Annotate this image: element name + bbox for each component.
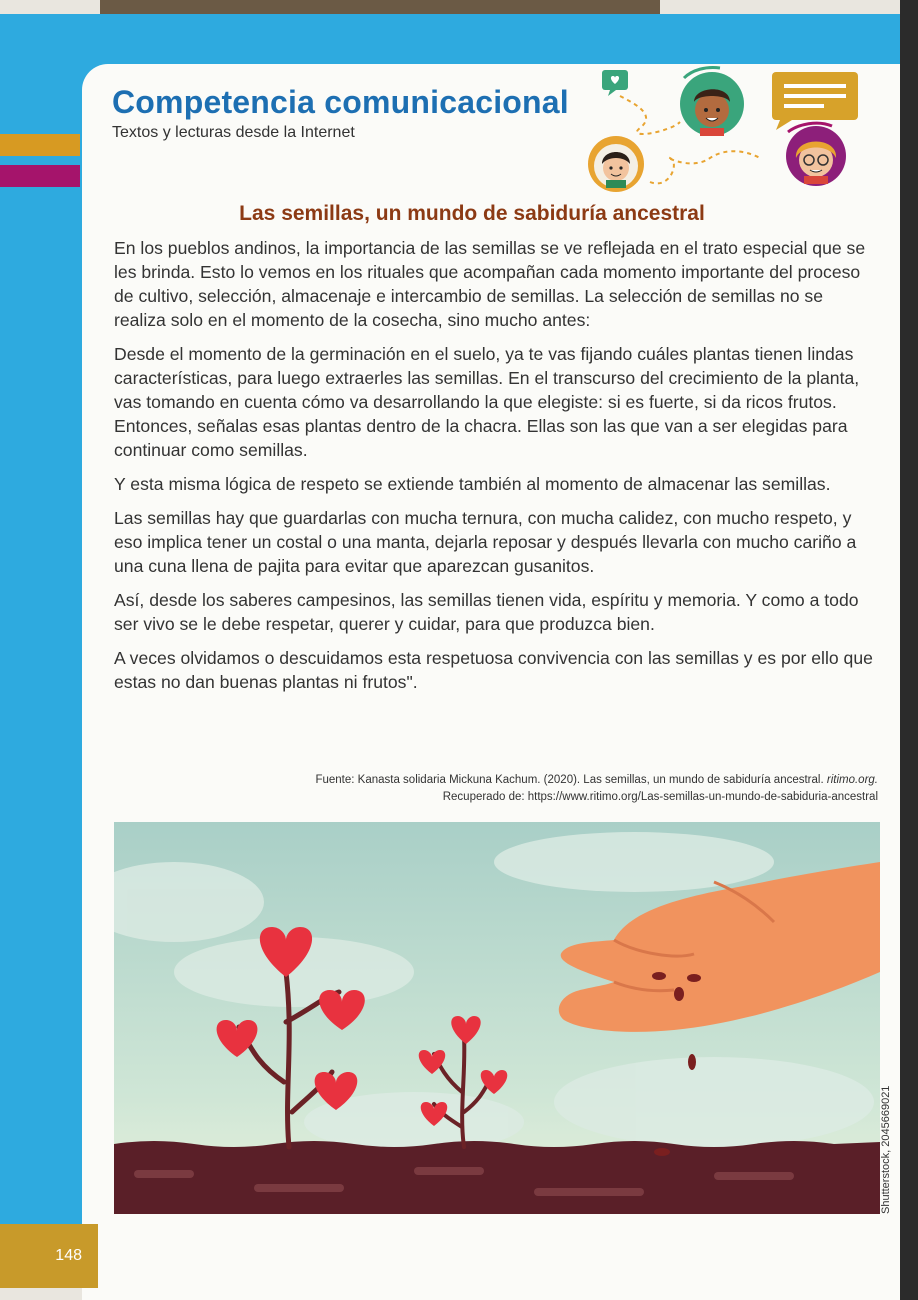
gold-tab bbox=[0, 134, 80, 156]
source-citation bbox=[178, 772, 878, 806]
citation-site: ritimo.org. bbox=[826, 774, 878, 786]
paragraph: En los pueblos andinos, la importancia de las semillas se ve reflejada en el trato especial que se les brinda. Esto lo vemos en los rituales que acompañan cada momento importante del proceso de cultivo, selección, almacenaje e intercambio de semillas. La selección de semillas no se realiza solo en el momento de la cosecha, sino mucho antes: bbox=[114, 238, 866, 330]
boy-avatar-icon bbox=[680, 67, 744, 136]
article-body bbox=[114, 236, 874, 704]
page-number: 148 bbox=[0, 1224, 98, 1288]
girl-avatar-icon bbox=[786, 123, 846, 186]
purple-tab bbox=[0, 165, 80, 187]
article-title: Las semillas, un mundo de sabiduría ancestral bbox=[239, 202, 705, 225]
image-credit: Shutterstock, 2045669021 bbox=[880, 1085, 892, 1214]
heart-bubble-icon bbox=[602, 70, 628, 96]
small-boy-avatar-icon bbox=[588, 136, 644, 192]
page-edge-shadow bbox=[900, 0, 918, 1300]
kids-chat-illustration bbox=[580, 62, 880, 202]
paragraph: Y esta misma lógica de respeto se extiende también al momento de almacenar las semillas. bbox=[114, 474, 831, 494]
paragraph: A veces olvidamos o descuidamos esta respetuosa convivencia con las semillas y es por ello que estas no dan buenas plantas ni frutos". bbox=[114, 648, 873, 692]
citation-text: Fuente: Kanasta solidaria Mickuna Kachum. (2020). Las semillas, un mundo de sabiduría ancestral. bbox=[315, 774, 824, 786]
paragraph: Así, desde los saberes campesinos, las semillas tienen vida, espíritu y memoria. Y como a todo ser vivo se le debe respetar, querer y cuidar, para que produzca bien. bbox=[114, 590, 859, 634]
speech-bubble-icon bbox=[772, 72, 858, 130]
section-title: Competencia comunicacional bbox=[112, 84, 569, 120]
side-band bbox=[0, 14, 82, 1224]
citation-url: Recuperado de: https://www.ritimo.org/Las-semillas-un-mundo-de-sabiduria-ancestral bbox=[442, 791, 878, 803]
top-strip bbox=[100, 0, 660, 14]
paragraph: Las semillas hay que guardarlas con mucha ternura, con mucha calidez, con mucho respeto, y eso implica tener un costal o una manta, dejarla reposar y después llevarla con mucho cariño a una cuna llena de pajita para evitar que aparezcan gusanitos. bbox=[114, 508, 857, 576]
seeds-illustration bbox=[114, 822, 880, 1214]
paragraph: Desde el momento de la germinación en el suelo, ya te vas fijando cuáles plantas tienen lindas características, para luego extraerles las semillas. En el transcurso del crecimiento de la planta, vas tomando en cuenta cómo va desarrollando la que elegiste: si es fuerte, si da ricos frutos. Entonces, señalas esas plantas dentro de la chacra. Ellas son las que van a ser elegidas para continuar como semillas. bbox=[114, 344, 860, 460]
section-subtitle: Textos y lecturas desde la Internet bbox=[112, 124, 355, 141]
